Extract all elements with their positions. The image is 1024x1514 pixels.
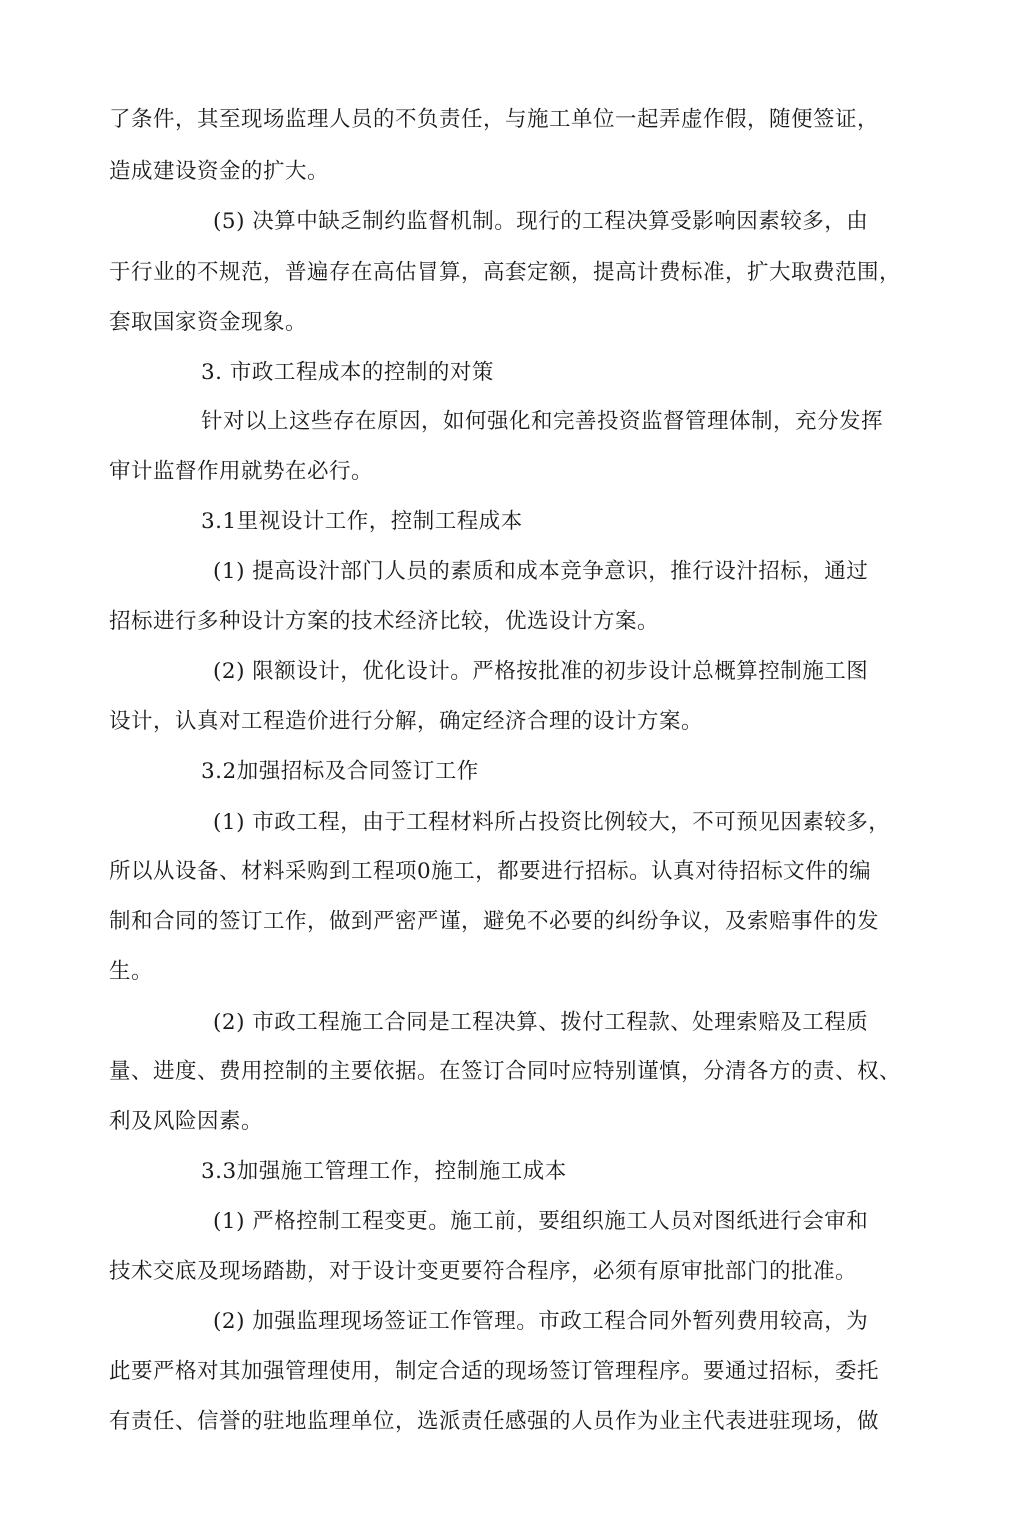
subsection-heading: 3.1里视设计工作，控制工程成本 xyxy=(201,509,523,534)
text-line: 套取国家资金现象。 xyxy=(109,310,308,335)
text-line: 了条件，其至现场监理人员的不负责任，与施工单位一起弄虚作假，随便签证， xyxy=(109,107,880,132)
list-item-paragraph: (1) 提高设汁部门人员的素质和成本竞争意识，推行设汁招标，通过 xyxy=(213,559,869,584)
section-heading: 3. 市政工程成本的控制的对策 xyxy=(201,360,494,385)
text-line: 造成建设资金的扩大。 xyxy=(109,159,330,184)
text-line: 审计监督作用就势在必行。 xyxy=(109,459,374,484)
text-line: 有责任、信誉的驻地监理单位，选派责任感强的人员作为业主代表进驻现场，做 xyxy=(109,1409,880,1434)
list-item-paragraph: (1) 市政工程，由于工程材料所占投资比例较大，不可预见因素较多， xyxy=(213,810,891,835)
paragraph-line: 针对以上这些存在原因，如何强化和完善投资监督管理体制，充分发挥 xyxy=(201,409,884,434)
list-item-paragraph: (2) 加强监理现场签证工作管理。市政工程合同外暂列费用较高，为 xyxy=(213,1309,869,1334)
text-line: 利及风险因素。 xyxy=(109,1109,264,1134)
list-item-paragraph: (1) 严格控制工程变更。施工前，要组织施工人员对图纸进行会审和 xyxy=(213,1209,869,1234)
subsection-heading: 3.3加强施工管理工作，控制施工成本 xyxy=(201,1159,567,1184)
text-line: 招标进行多种设计方案的技术经济比较，优选设计方案。 xyxy=(109,609,660,634)
text-line: 设计，认真对工程造价进行分解，确定经济合理的设计方案。 xyxy=(109,709,704,734)
list-item-paragraph: (5) 决算中缺乏制约监督机制。现行的工程决算受影响因素较多，由 xyxy=(213,209,869,234)
text-line: 制和合同的签订工作，做到严密严谨，避免不必要的纠纷争议，及索赔事件的发 xyxy=(109,909,880,934)
text-line: 量、进度、费用控制的主要依据。在签订合同吋应特别谨慎，分清各方的责、权、 xyxy=(109,1059,902,1084)
text-line: 于行业的不规范，普遍存在高估冒算，高套定额，提高计费标准，扩大取费范围， xyxy=(109,260,902,285)
text-line: 所以从设备、材料采购到工程项0施工，都要进行招标。认真对待招标文件的编 xyxy=(109,859,872,884)
subsection-heading: 3.2加强招标及合同签订工作 xyxy=(201,759,479,784)
text-line: 此要严格对其加强管理使用，制定合适的现场签订管理程序。要通过招标，委托 xyxy=(109,1359,880,1384)
text-line: 生。 xyxy=(109,959,154,984)
list-item-paragraph: (2) 市政工程施工合同是工程决算、拨付工程款、处理索赔及工程质 xyxy=(213,1010,869,1035)
text-line: 技术交底及现场踏勘，对于设计变更要符合程序，必须有原审批部门的批准。 xyxy=(109,1259,858,1284)
list-item-paragraph: (2) 限额设计，优化设计。严格按批准的初步设计总概算控制施工图 xyxy=(213,659,869,684)
